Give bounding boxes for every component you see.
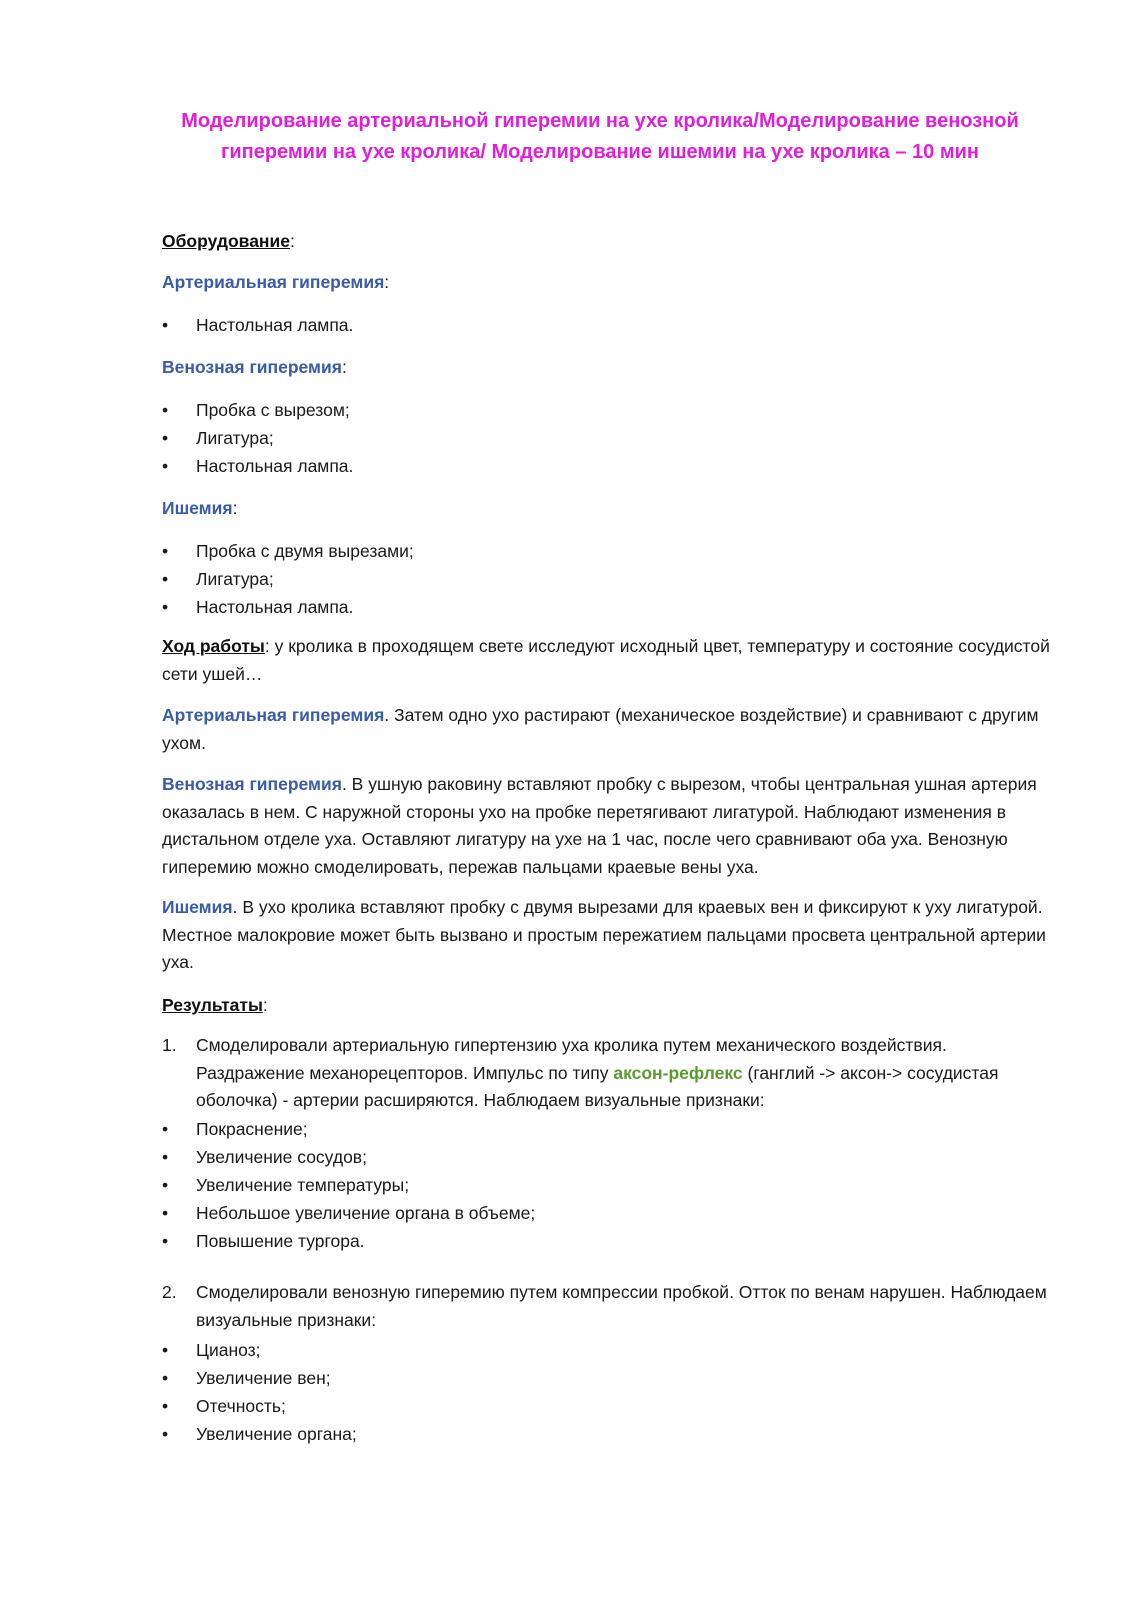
arterial-label: Артериальная гиперемия bbox=[162, 272, 385, 292]
text-after: (ганглий -> аксон-> сосудистая оболочка) - артерии расширяются. Наблюдаем визуальные признаки: bbox=[196, 1062, 999, 1110]
axon-reflex-highlight: аксон-рефлекс bbox=[613, 1062, 743, 1083]
equipment-heading bbox=[162, 229, 295, 253]
results-item-2 bbox=[162, 1279, 1052, 1334]
arterial-paragraph bbox=[162, 702, 1052, 757]
list-item-text: Цианоз; bbox=[196, 1340, 261, 1360]
list-item-text: Пробка с вырезом; bbox=[196, 400, 350, 420]
results-heading-label: Результаты bbox=[162, 995, 263, 1015]
list-item-text: Настольная лампа. bbox=[196, 597, 354, 617]
list-item-text: Настольная лампа. bbox=[196, 456, 354, 476]
ischemia-label: Ишемия bbox=[162, 498, 233, 518]
bullet-icon: • bbox=[162, 1424, 169, 1444]
text-before: Смоделировали артериальную гипертензию уха кролика путем механического воздействия. Раздражение механорецепторов. Импульс по типу bbox=[196, 1035, 947, 1083]
colon: : bbox=[232, 498, 238, 518]
venous-label: Венозная гиперемия bbox=[162, 357, 342, 377]
arterial-paragraph-label: Артериальная гиперемия bbox=[162, 705, 385, 725]
bullet-icon: • bbox=[162, 541, 169, 561]
venous-paragraph-text: . В ушную раковину вставляют пробку с вырезом, чтобы центральная ушная артерия оказалась в нем. С наружной стороны ухо на пробке перетягивают лигатурой. Наблюдают изменения в дистальном отделе уха. Оставляют лигатуру на ухе на 1 час, после чего сравнивают оба уха. Венозную гиперемию можно смоделировать, пережав пальцами краевые вены уха. bbox=[162, 774, 1037, 877]
list-item-text: Лигатура; bbox=[196, 569, 274, 589]
bullet-icon: • bbox=[162, 1368, 169, 1388]
equipment-heading-label: Оборудование bbox=[162, 231, 290, 251]
colon: : bbox=[262, 995, 268, 1015]
bullet-icon: • bbox=[162, 1175, 169, 1195]
bullet-icon: • bbox=[162, 1147, 169, 1167]
venous-equipment-label bbox=[162, 355, 347, 379]
arterial-paragraph-text: . Затем одно ухо растирают (механическое воздействие) и сравнивают с другим ухом. bbox=[162, 705, 1039, 753]
list-item-text: Увеличение сосудов; bbox=[196, 1147, 367, 1167]
venous-paragraph bbox=[162, 771, 1052, 881]
bullet-icon: • bbox=[162, 1203, 169, 1223]
list-item-text: Увеличение вен; bbox=[196, 1368, 331, 1388]
bullet-icon: • bbox=[162, 456, 169, 476]
procedure-paragraph bbox=[162, 633, 1052, 688]
results-item-1-text bbox=[196, 1032, 1052, 1115]
arterial-equipment-label bbox=[162, 270, 389, 294]
item-number: 2. bbox=[162, 1282, 177, 1302]
bullet-icon: • bbox=[162, 569, 169, 589]
procedure-intro: : у кролика в проходящем свете исследуют исходный цвет, температуру и состояние сосудистой сети ушей… bbox=[162, 636, 1050, 684]
item-number: 1. bbox=[162, 1035, 177, 1055]
list-item-text: Увеличение температуры; bbox=[196, 1175, 410, 1195]
colon: : bbox=[341, 357, 347, 377]
bullet-icon: • bbox=[162, 1231, 169, 1251]
results-heading bbox=[162, 993, 268, 1017]
list-item-text: Отечность; bbox=[196, 1396, 286, 1416]
bullet-icon: • bbox=[162, 315, 169, 335]
bullet-icon: • bbox=[162, 400, 169, 420]
results-item-1 bbox=[162, 1032, 1052, 1115]
bullet-icon: • bbox=[162, 1119, 169, 1139]
list-item-text: Настольная лампа. bbox=[196, 315, 354, 335]
ischemia-paragraph bbox=[162, 894, 1052, 977]
ischemia-paragraph-label: Ишемия bbox=[162, 897, 233, 917]
list-item-text: Пробка с двумя вырезами; bbox=[196, 541, 414, 561]
list-item-text: Повышение тургора. bbox=[196, 1231, 365, 1251]
bullet-icon: • bbox=[162, 428, 169, 448]
list-item-text: Покраснение; bbox=[196, 1119, 308, 1139]
document-title: Моделирование артериальной гиперемии на ухе кролика/Моделирование венозной гиперемии на ухе кролика/ Моделирование ишемии на ухе кролика – 10 мин bbox=[181, 110, 1019, 163]
procedure-heading: Ход работы bbox=[162, 636, 265, 656]
venous-paragraph-label: Венозная гиперемия bbox=[162, 774, 342, 794]
ischemia-equipment-label bbox=[162, 496, 237, 520]
colon: : bbox=[290, 231, 295, 251]
bullet-icon: • bbox=[162, 1340, 169, 1360]
ischemia-paragraph-text: . В ухо кролика вставляют пробку с двумя вырезами для краевых вен и фиксируют к уху лигатурой. Местное малокровие может быть вызвано и простым пережатием пальцами просвета центральной артерии уха. bbox=[162, 897, 1046, 972]
bullet-icon: • bbox=[162, 597, 169, 617]
bullet-icon: • bbox=[162, 1396, 169, 1416]
results-item-2-text: Смоделировали венозную гиперемию путем компрессии пробкой. Отток по венам нарушен. Наблюдаем визуальные признаки: bbox=[196, 1282, 1047, 1330]
list-item-text: Небольшое увеличение органа в объеме; bbox=[196, 1203, 536, 1223]
colon: : bbox=[384, 272, 390, 292]
list-item-text: Лигатура; bbox=[196, 428, 274, 448]
list-item-text: Увеличение органа; bbox=[196, 1424, 357, 1444]
